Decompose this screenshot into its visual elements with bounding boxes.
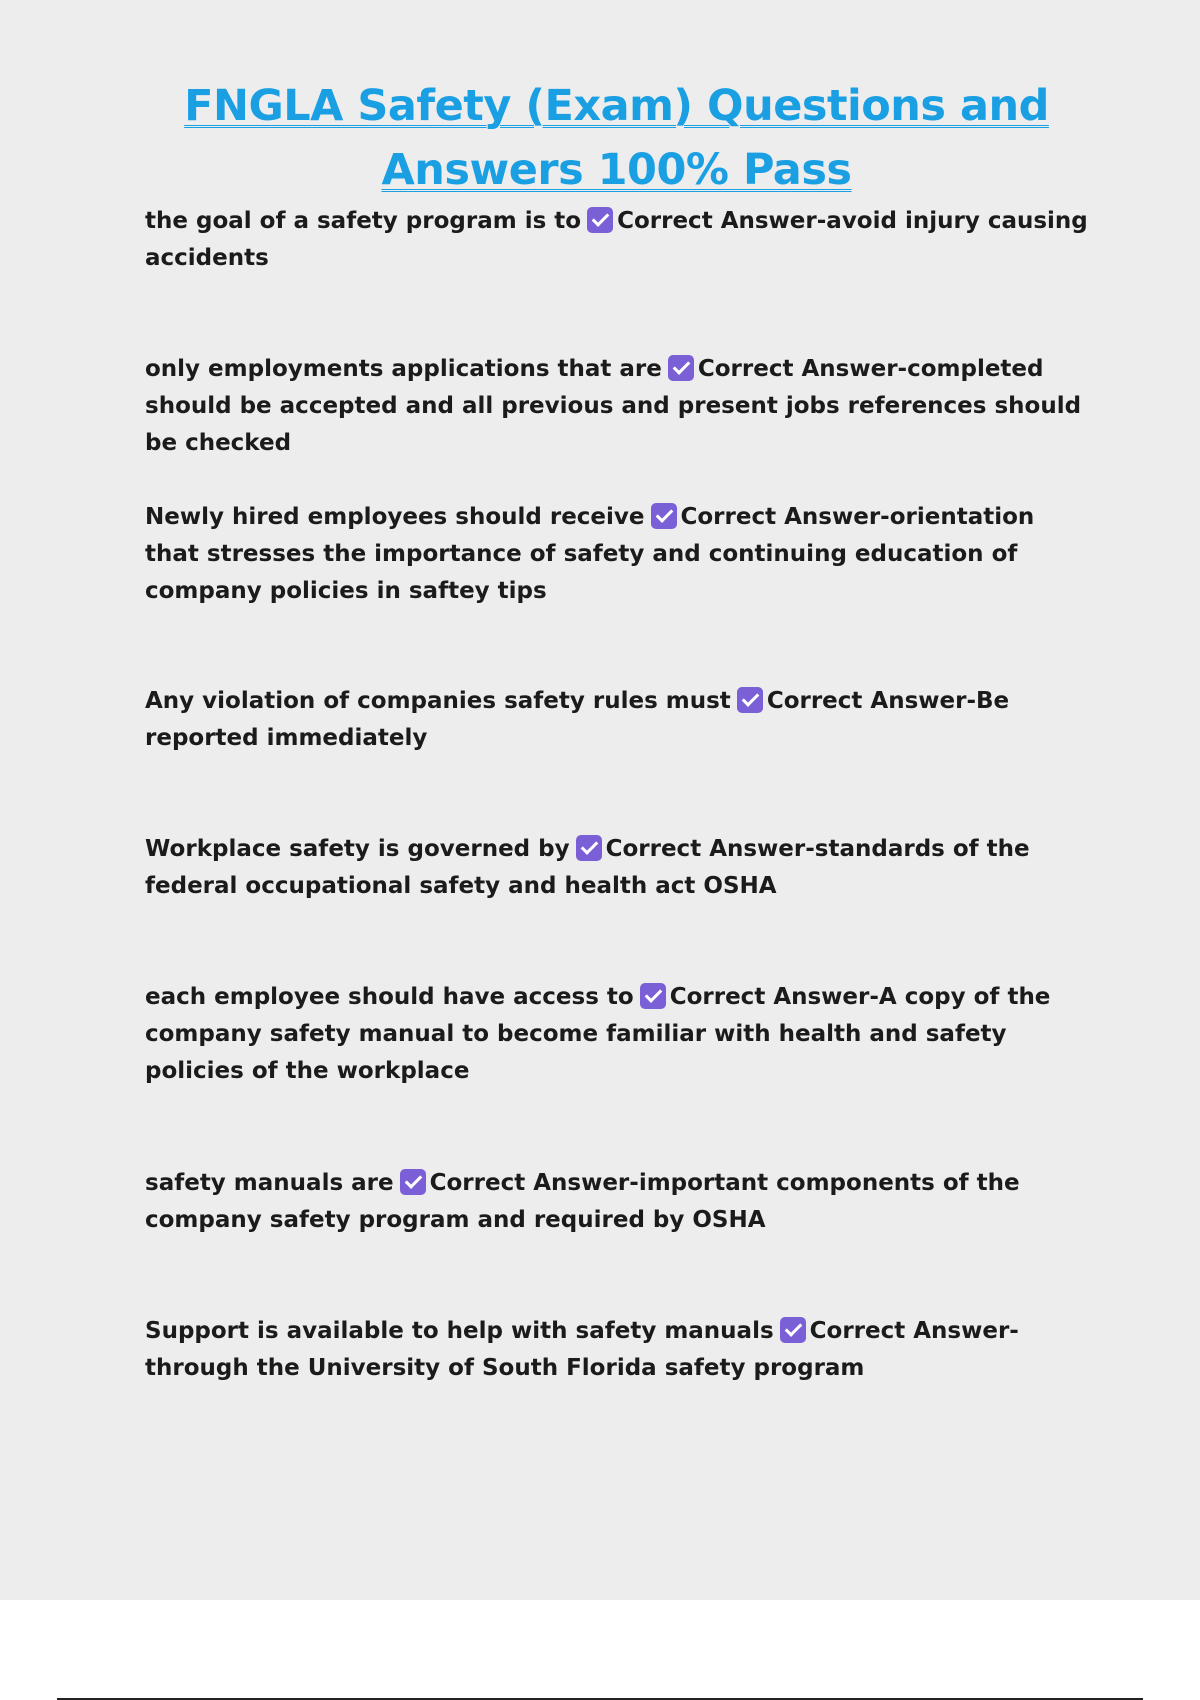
answer-prefix: Correct Answer- [809, 1318, 1019, 1344]
answer-text: important components of the company safety program and required by OSHA [145, 1170, 1020, 1233]
qa-item [145, 203, 1090, 277]
answer-text: completed should be accepted and all previous and present jobs references should be checked [145, 356, 1082, 456]
check-box-icon [737, 687, 763, 713]
title-line-1: FNGLA Safety (Exam) Questions and [184, 81, 1049, 131]
qa-item [145, 979, 1090, 1090]
answer-prefix: Correct Answer- [669, 984, 879, 1010]
qa-item [145, 1313, 1090, 1387]
check-box-icon [780, 1317, 806, 1343]
qa-item [145, 831, 1090, 905]
qa-item [145, 1165, 1090, 1239]
check-box-icon [668, 355, 694, 381]
check-box-icon [576, 835, 602, 861]
question-text: Any violation of companies safety rules must [145, 688, 731, 714]
question-text: only employments applications that are [145, 356, 662, 382]
answer-prefix: Correct Answer- [617, 208, 827, 234]
check-box-icon [587, 207, 613, 233]
question-text: the goal of a safety program is to [145, 208, 582, 234]
document-title [0, 74, 1200, 202]
answer-prefix: Correct Answer- [429, 1170, 639, 1196]
question-text: Support is available to help with safety manuals [145, 1318, 774, 1344]
qa-item [145, 351, 1090, 462]
qa-item [145, 499, 1090, 610]
answer-prefix: Correct Answer- [766, 688, 977, 714]
question-text: Workplace safety is governed by [145, 836, 570, 862]
answer-text: avoid injury causing accidents [145, 208, 1088, 271]
answer-text: through the University of South Florida safety program [145, 1355, 865, 1381]
answer-prefix: Correct Answer- [697, 356, 908, 382]
question-text: each employee should have access to [145, 984, 634, 1010]
qa-item [145, 683, 1090, 757]
check-box-icon [651, 503, 677, 529]
title-line-2: Answers 100% Pass [381, 145, 852, 195]
answer-text: Be reported immediately [145, 688, 1010, 751]
answer-prefix: Correct Answer- [605, 836, 815, 862]
answer-prefix: Correct Answer- [680, 504, 890, 530]
answer-text: A copy of the company safety manual to become familiar with health and safety policies of the workplace [145, 984, 1051, 1084]
answer-text: orientation that stresses the importance of safety and continuing education of company policies in saftey tips [145, 504, 1035, 604]
answer-text: standards of the federal occupational safety and health act OSHA [145, 836, 1030, 899]
question-text: Newly hired employees should receive [145, 504, 645, 530]
question-text: safety manuals are [145, 1170, 394, 1196]
check-box-icon [400, 1169, 426, 1195]
check-box-icon [640, 983, 666, 1009]
